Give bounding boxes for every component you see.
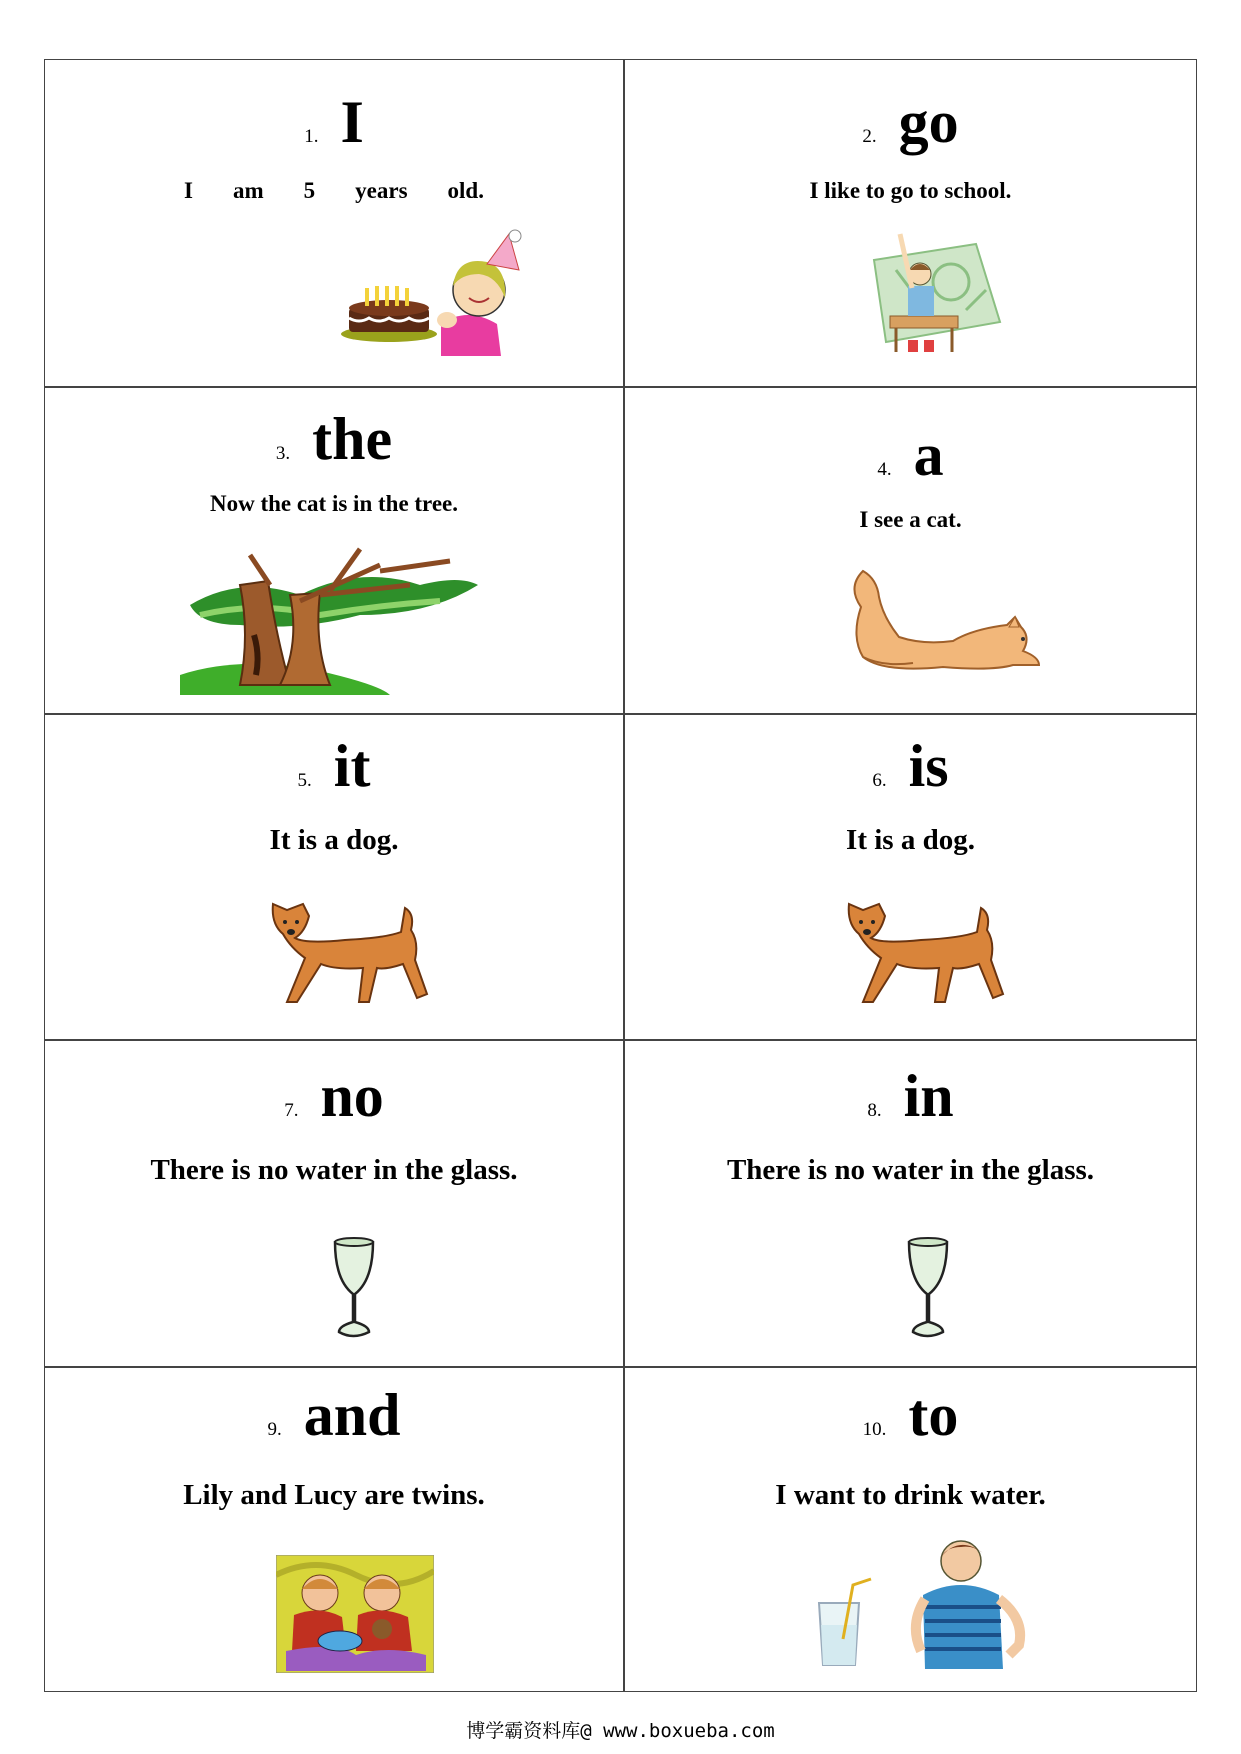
word-card-6 xyxy=(623,714,1198,1039)
word-card-3 xyxy=(45,387,623,713)
sight-word: a xyxy=(913,422,944,488)
empty-glass-illustration xyxy=(905,1236,951,1340)
sight-word: go xyxy=(898,89,959,155)
word-card-8 xyxy=(623,1040,1198,1366)
sight-word: in xyxy=(903,1063,954,1129)
example-sentence: I want to drink water. xyxy=(775,1479,1046,1511)
sentence-word: old. xyxy=(447,178,484,203)
example-sentence: There is no water in the glass. xyxy=(726,1154,1095,1186)
word-card-10 xyxy=(623,1367,1198,1693)
card-number: 5. xyxy=(297,770,312,791)
twins-illustration xyxy=(276,1555,434,1673)
word-card-7 xyxy=(45,1040,623,1366)
card-heading xyxy=(45,88,623,157)
dog-illustration xyxy=(265,898,435,1010)
card-number: 9. xyxy=(267,1419,282,1440)
example-sentence: It is a dog. xyxy=(269,824,399,856)
card-number: 10. xyxy=(862,1419,887,1440)
example-sentence: I like to go to school. xyxy=(809,178,1012,203)
word-card-1 xyxy=(45,60,623,386)
card-number: 6. xyxy=(872,770,887,791)
card-heading xyxy=(623,421,1198,490)
example-sentence: Lily and Lucy are twins. xyxy=(183,1479,485,1511)
example-sentence: I see a cat. xyxy=(859,507,962,532)
card-heading xyxy=(45,1062,623,1131)
example-sentence: Now the cat is in the tree. xyxy=(209,491,459,516)
card-heading xyxy=(623,88,1198,157)
dog-illustration xyxy=(841,898,1011,1010)
card-number: 1. xyxy=(304,126,319,147)
birthday-girl-cake-illustration xyxy=(337,228,527,356)
card-heading xyxy=(623,732,1198,801)
card-number: 4. xyxy=(877,459,892,480)
sight-word: no xyxy=(320,1063,384,1129)
footer-watermark: 博学霸资料库@ www.boxueba.com xyxy=(466,1720,775,1742)
sight-word: it xyxy=(333,733,371,799)
sentence-word: 5 xyxy=(303,178,316,203)
card-number: 7. xyxy=(284,1100,299,1121)
student-at-desk-illustration xyxy=(856,230,1006,356)
sentence-word: I xyxy=(184,178,193,203)
card-heading xyxy=(45,1381,623,1450)
example-sentence xyxy=(45,178,623,204)
card-number: 3. xyxy=(275,443,291,464)
boy-and-water-glass-illustration xyxy=(813,1535,1033,1675)
flashcard-grid xyxy=(44,59,1197,1692)
sentence-word: years xyxy=(355,178,408,203)
sentence-word: am xyxy=(232,178,264,203)
card-heading xyxy=(623,1062,1198,1131)
card-number: 8. xyxy=(867,1100,882,1121)
word-card-5 xyxy=(45,714,623,1039)
sight-word: is xyxy=(908,733,949,799)
card-heading xyxy=(45,405,623,474)
sight-word: I xyxy=(340,89,364,155)
example-sentence: It is a dog. xyxy=(846,824,975,856)
card-heading xyxy=(623,1381,1198,1450)
sight-word: the xyxy=(312,406,393,472)
word-card-4 xyxy=(623,387,1198,713)
example-sentence: There is no water in the glass. xyxy=(150,1154,518,1186)
card-number: 2. xyxy=(862,126,877,147)
sight-word: to xyxy=(908,1382,959,1448)
sight-word: and xyxy=(303,1382,401,1448)
word-card-9 xyxy=(45,1367,623,1693)
empty-glass-illustration xyxy=(331,1236,377,1340)
card-heading xyxy=(45,732,623,801)
cat-illustration xyxy=(843,567,1043,677)
word-card-2 xyxy=(623,60,1198,386)
tree-illustration xyxy=(180,545,480,695)
